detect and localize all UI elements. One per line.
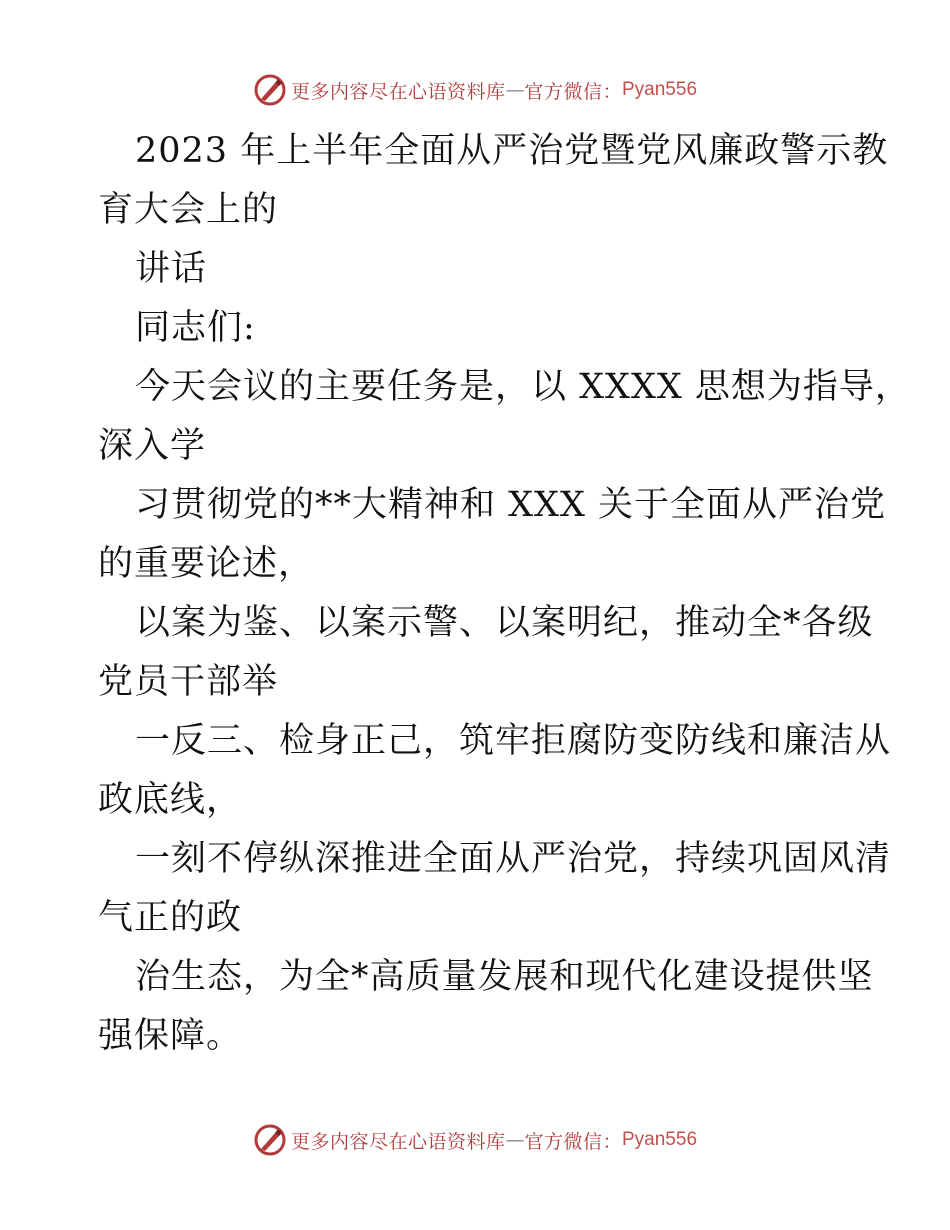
pen-logo-icon [253,73,287,107]
watermark-label: 官方微信： [524,80,622,103]
paragraph-line: 以案为鉴、以案示警、以案明纪，推动全*各级 [135,603,874,643]
salutation: 同志们: [135,308,256,348]
header-watermark [0,70,950,110]
paragraph-line: 一刻不停纵深推进全面从严治党，持续巩固风清 [135,839,892,879]
paragraph-line: 习贯彻党的**大精神和 XXX 关于全面从严治党 [135,485,887,525]
footer-watermark [0,1120,950,1160]
watermark-id: Pyan556 [622,79,698,100]
watermark-separator: — [505,1129,525,1151]
paragraph-line: 治生态，为全*高质量发展和现代化建设提供坚 [135,957,874,997]
title-line-3: 讲话 [135,249,208,289]
paragraph-line: 强保障。 [98,1016,243,1056]
paragraph-line: 今天会议的主要任务是，以 XXXX 思想为指导， [135,367,911,407]
paragraph-line: 政底线， [98,780,243,820]
watermark-text: 更多内容尽在心语资料库 [290,80,506,103]
watermark-id: Pyan556 [622,1129,698,1150]
watermark-text: 更多内容尽在心语资料库 [290,1130,506,1153]
title-line-1: 2023 年上半年全面从严治党暨党风廉政警示教 [135,131,889,171]
paragraph-line: 一反三、检身正己，筑牢拒腐防变防线和廉洁从 [135,721,892,761]
document-body [98,122,911,1066]
paragraph-line: 党员干部举 [98,662,279,702]
pen-logo-icon [253,1123,287,1157]
paragraph-line: 的重要论述， [98,544,315,584]
title-line-2: 育大会上的 [98,190,279,230]
watermark-separator: — [505,79,525,101]
watermark-label: 官方微信： [524,1130,622,1153]
paragraph-line: 深入学 [98,426,207,466]
paragraph-line: 气正的政 [98,898,243,938]
